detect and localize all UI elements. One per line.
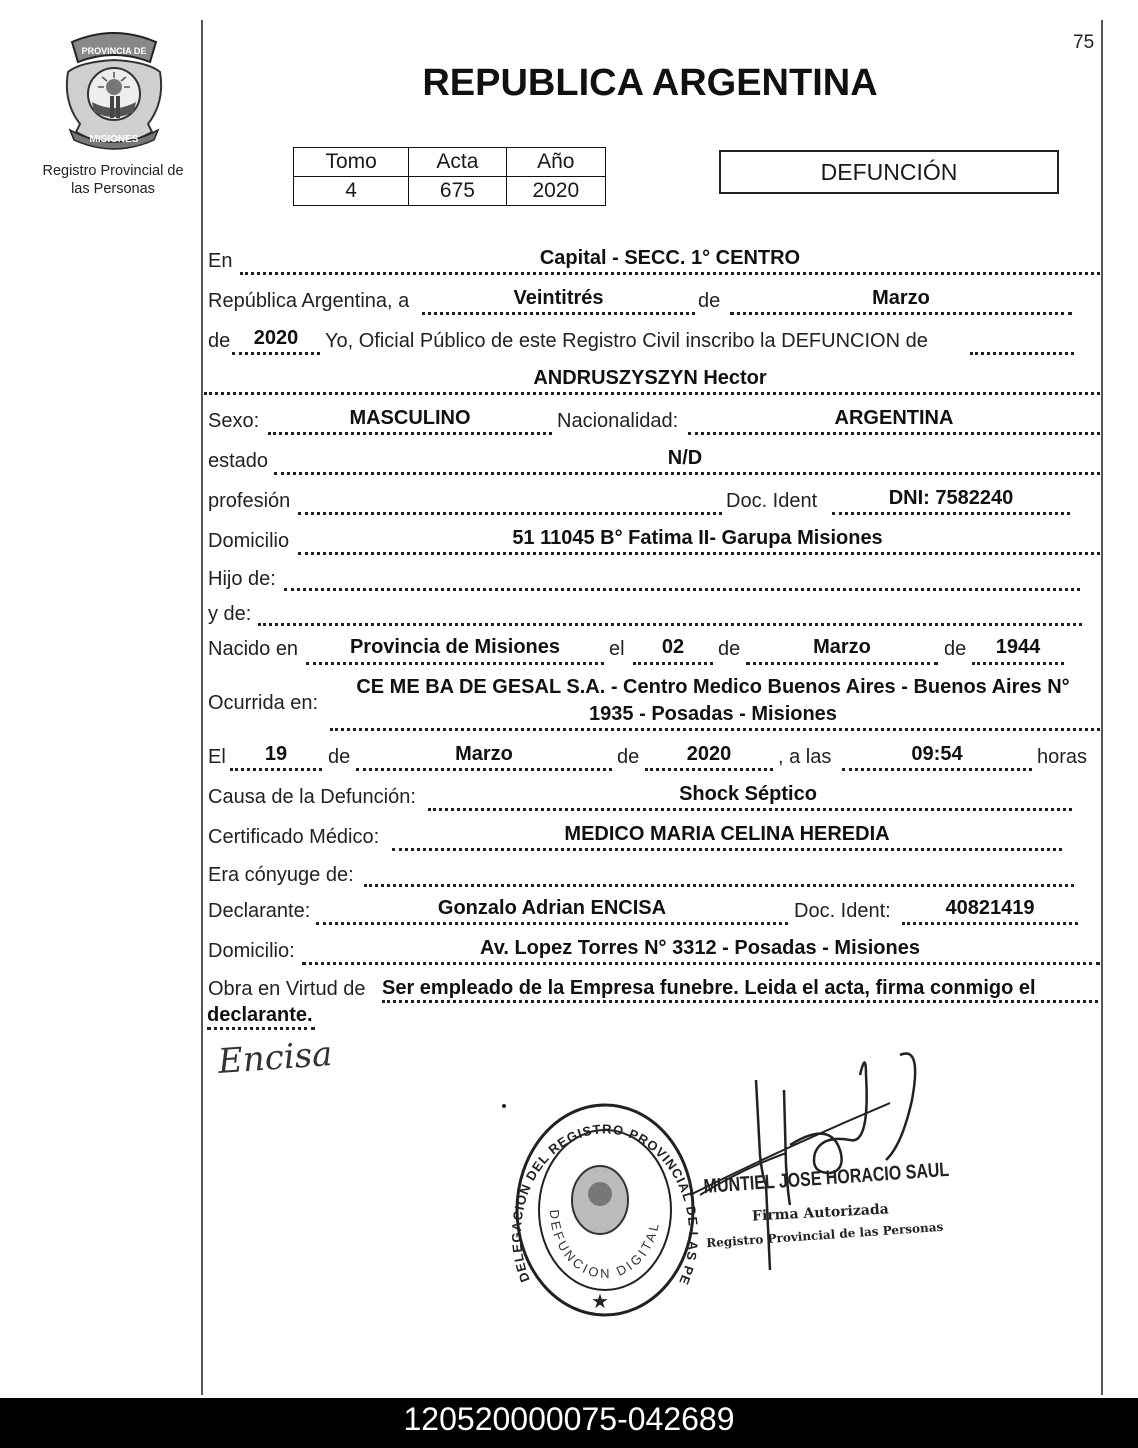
- label-yo: Yo, Oficial Público de este Registro Civil inscribo la DEFUNCION de: [325, 330, 928, 352]
- svg-text:PROVINCIA DE: PROVINCIA DE: [81, 46, 147, 56]
- label-el-cap: El: [208, 746, 226, 768]
- dotted-line: [364, 884, 1074, 887]
- dotted-line: [382, 1000, 1098, 1003]
- label-obra: Obra en Virtud de: [208, 978, 366, 1000]
- header-acta: Acta: [409, 148, 506, 177]
- dotted-line: [298, 512, 722, 515]
- value-def-anio: 2020: [686, 743, 732, 765]
- dotted-line: [330, 728, 1100, 731]
- label-de: de: [718, 638, 741, 660]
- label-de: de: [328, 746, 351, 768]
- dotted-line: [356, 768, 612, 771]
- value-certificado: MEDICO MARIA CELINA HEREDIA: [564, 823, 890, 845]
- dotted-line: [232, 352, 320, 355]
- label-profesion: profesión: [208, 490, 291, 512]
- left-margin-line: [201, 20, 203, 1395]
- dotted-line: [240, 272, 1100, 275]
- dotted-line: [316, 922, 788, 925]
- value-anio: 2020: [506, 177, 605, 206]
- label-certificado: Certificado Médico:: [208, 826, 380, 848]
- value-decl-doc: 40821419: [945, 897, 1035, 919]
- dotted-line: [207, 1027, 315, 1030]
- value-def-dia: 19: [264, 743, 288, 765]
- label-domicilio-2: Domicilio:: [208, 940, 295, 962]
- label-en: En: [208, 250, 233, 272]
- label-de: de: [617, 746, 640, 768]
- svg-text:DELEGACION DEL REGISTRO PROVIN: DELEGACION DEL REGISTRO PROVINCIAL DE LAS PE: [508, 1121, 700, 1288]
- value-nac-dia: 02: [661, 636, 685, 658]
- dotted-line: [633, 662, 713, 665]
- right-margin-line: [1101, 20, 1103, 1395]
- dotted-line: [258, 623, 1082, 626]
- official-name: MUNTIEL JOSE HORACIO SAUL: [703, 1158, 950, 1198]
- dotted-line: [422, 312, 695, 315]
- label-nacionalidad: Nacionalidad:: [557, 410, 679, 432]
- label-conyuge: Era cónyuge de:: [208, 864, 354, 886]
- official-org: Registro Provincial de las Personas: [705, 1219, 944, 1251]
- table-value-row: [294, 177, 606, 206]
- header-anio: Año: [506, 148, 605, 177]
- dotted-line: [645, 768, 773, 771]
- dotted-line: [972, 662, 1064, 665]
- dotted-line: [204, 392, 1100, 395]
- value-tomo: 4: [294, 177, 409, 206]
- label-de: de: [208, 330, 231, 352]
- dotted-line: [284, 588, 1080, 591]
- dotted-line: [298, 552, 1100, 555]
- dotted-line: [688, 432, 1100, 435]
- dotted-line: [842, 768, 1032, 771]
- value-dia: Veintitrés: [513, 287, 604, 309]
- official-stamp: [500, 1090, 700, 1320]
- dotted-line: [970, 352, 1074, 355]
- value-def-hora: 09:54: [911, 743, 963, 765]
- value-lugar: Capital - SECC. 1° CENTRO: [539, 247, 801, 269]
- registry-name: Registro Provincial de las Personas: [42, 163, 184, 197]
- page-number: 75: [1073, 32, 1095, 53]
- value-obra-1: Ser empleado de la Empresa funebre. Leida el acta, firma conmigo el: [382, 977, 1036, 999]
- dotted-line: [306, 662, 604, 665]
- document-code-footer: [0, 1398, 1138, 1448]
- label-republica: República Argentina, a: [208, 290, 410, 312]
- value-nacido-en: Provincia de Misiones: [349, 636, 561, 658]
- value-def-mes: Marzo: [455, 743, 513, 765]
- label-doc-ident-2: Doc. Ident:: [794, 900, 891, 922]
- value-nac-mes: Marzo: [813, 636, 871, 658]
- value-sexo: MASCULINO: [349, 407, 471, 429]
- value-causa: Shock Séptico: [679, 783, 817, 805]
- dotted-line: [832, 512, 1070, 515]
- label-sexo: Sexo:: [208, 410, 260, 432]
- label-de: de: [698, 290, 721, 312]
- value-domicilio: 51 11045 B° Fatima II- Garupa Misiones: [512, 527, 883, 549]
- label-declarante: Declarante:: [208, 900, 311, 922]
- value-estado: N/D: [667, 447, 703, 469]
- value-declarante: Gonzalo Adrian ENCISA: [437, 897, 667, 919]
- doc-type-box: [719, 150, 1059, 194]
- label-el: el: [609, 638, 625, 660]
- label-nacido: Nacido en: [208, 638, 299, 660]
- value-dni: DNI: 7582240: [888, 487, 1014, 509]
- svg-text:MISIONES: MISIONES: [89, 134, 139, 145]
- value-obra-2: declarante.: [207, 1004, 313, 1026]
- value-ocurrida-1: CE ME BA DE GESAL S.A. - Centro Medico Buenos Aires - Buenos Aires N°: [356, 676, 1070, 698]
- label-horas: horas: [1037, 746, 1088, 768]
- dotted-line: [274, 472, 1100, 475]
- label-causa: Causa de la Defunción:: [208, 786, 416, 808]
- label-estado: estado: [208, 450, 269, 472]
- value-nombre: ANDRUSZYSZYN Hector: [533, 367, 767, 389]
- svg-text:★: ★: [591, 1291, 609, 1313]
- table-header-row: [294, 148, 606, 177]
- svg-text:DEFUNCION DIGITAL: DEFUNCION DIGITAL: [546, 1209, 663, 1282]
- dotted-line: [428, 808, 1072, 811]
- page-title: REPUBLICA ARGENTINA: [422, 62, 878, 104]
- label-doc-ident: Doc. Ident: [726, 490, 818, 512]
- provincial-logo: [58, 32, 170, 150]
- dotted-line: [902, 922, 1078, 925]
- value-acta: 675: [409, 177, 506, 206]
- declarant-signature: Encisa: [216, 1034, 334, 1082]
- dotted-line: [302, 962, 1100, 965]
- value-mes: Marzo: [872, 287, 930, 309]
- value-nac-anio: 1944: [995, 636, 1041, 658]
- document-code: 120520000075-042689: [403, 1401, 735, 1437]
- header-tomo: Tomo: [294, 148, 409, 177]
- record-table: [293, 147, 606, 206]
- label-alas: , a las: [778, 746, 832, 768]
- dotted-line: [268, 432, 552, 435]
- dotted-line: [746, 662, 938, 665]
- dotted-line: [392, 848, 1062, 851]
- value-nacionalidad: ARGENTINA: [834, 407, 954, 429]
- label-hijo: Hijo de:: [208, 568, 276, 590]
- value-decl-domicilio: Av. Lopez Torres N° 3312 - Posadas - Misiones: [480, 937, 920, 959]
- label-yde: y de:: [208, 603, 252, 625]
- label-de: de: [944, 638, 967, 660]
- label-domicilio: Domicilio: [208, 530, 290, 552]
- label-ocurrida: Ocurrida en:: [208, 692, 319, 714]
- dotted-line: [730, 312, 1072, 315]
- official-role: Firma Autorizada: [751, 1201, 890, 1225]
- doc-type: DEFUNCIÓN: [820, 159, 958, 185]
- dotted-line: [230, 768, 322, 771]
- value-anio: 2020: [253, 327, 299, 349]
- value-ocurrida-2: 1935 - Posadas - Misiones: [589, 703, 837, 725]
